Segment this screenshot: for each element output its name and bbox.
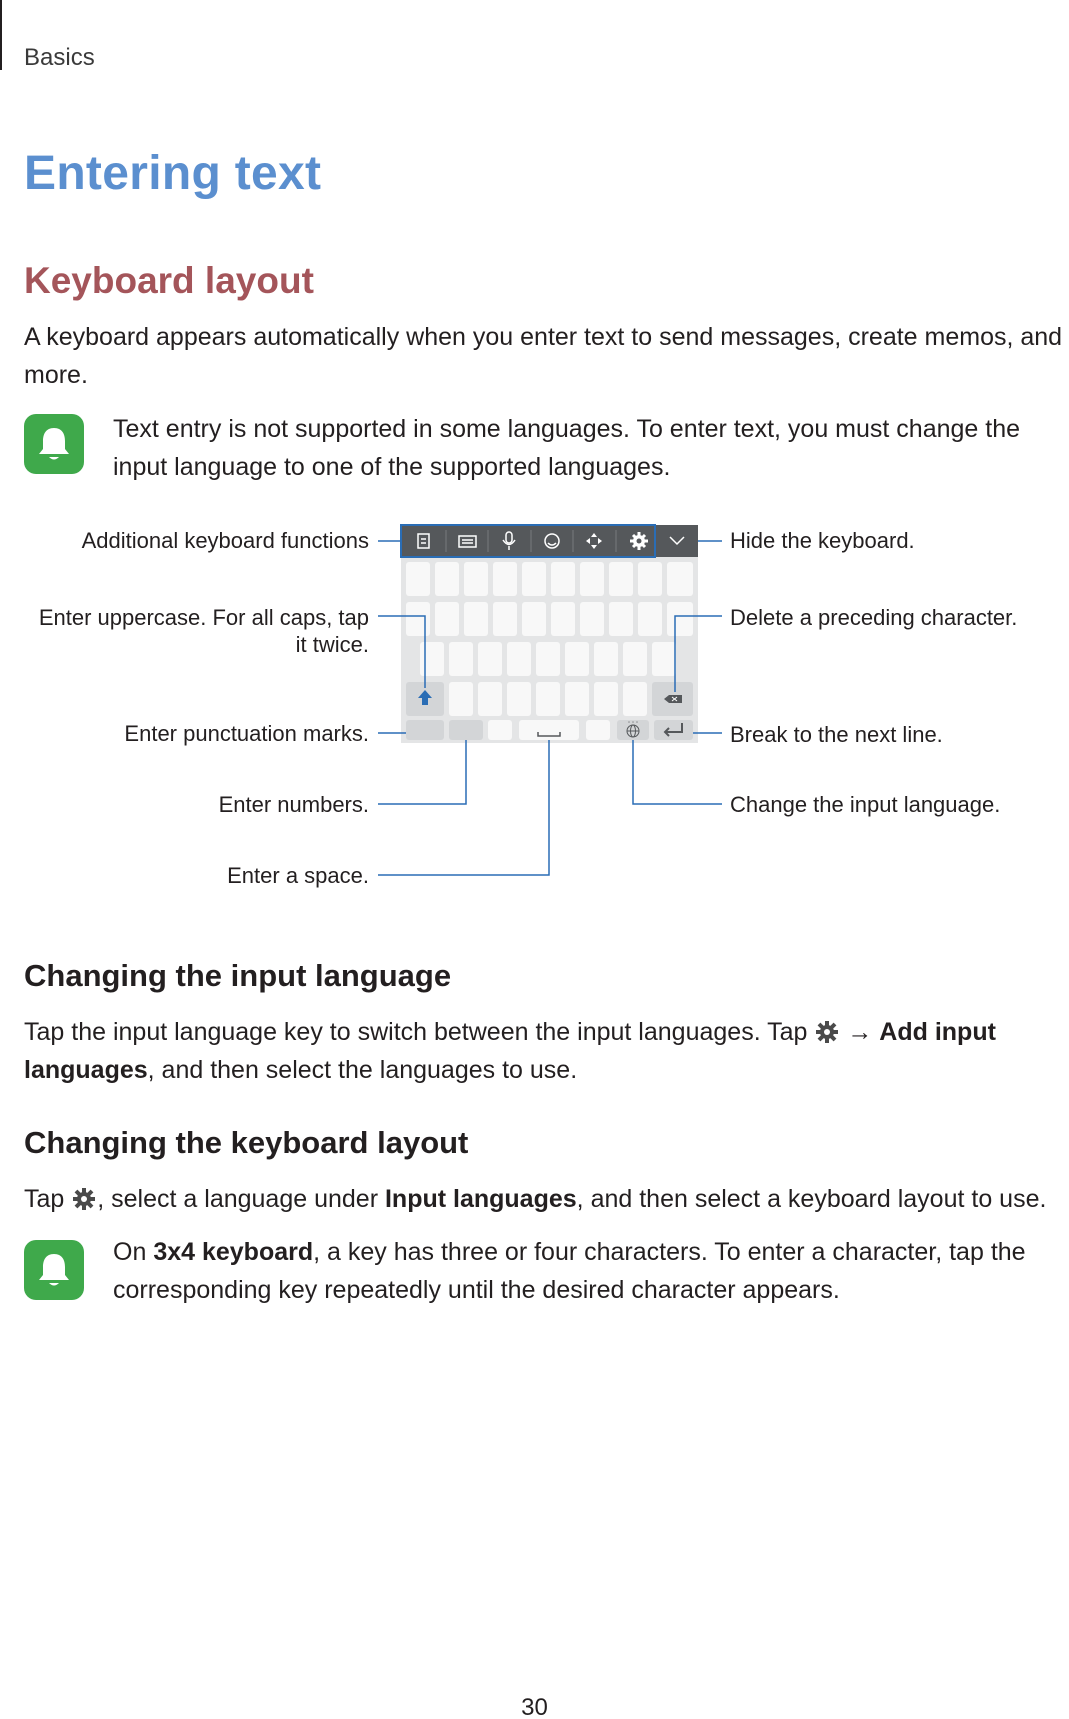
note-bell-icon (24, 414, 84, 474)
text-span: Tap (24, 1185, 65, 1213)
keyboard-intro-text: A keyboard appears automatically when you enter text to send messages, create memos, and more. (24, 323, 1063, 389)
callout-line-language (633, 740, 722, 804)
callout-uppercase (39, 604, 369, 658)
page-title: Entering text (24, 147, 322, 200)
text-span: , select a language under (97, 1185, 379, 1213)
3x4-keyboard-label: 3x4 keyboard (153, 1238, 314, 1266)
header-rule (0, 0, 2, 70)
callout-space: Enter a space. (227, 863, 369, 888)
arrow-glyph: → (847, 1018, 873, 1046)
changing-layout-text (24, 1180, 1064, 1218)
numbers-key (449, 720, 483, 740)
note-3x4-keyboard (113, 1233, 1053, 1309)
text-span: Tap the input language key to switch between the input languages. Tap (24, 1018, 808, 1046)
callout-uppercase-line: it twice. (295, 632, 369, 657)
keyboard-diagram (0, 510, 1069, 890)
callout-line-numbers (378, 740, 466, 804)
callout-punctuation: Enter punctuation marks. (124, 721, 369, 746)
note-line: Text entry is not supported in some languages. To enter text, you must change the (113, 415, 1021, 443)
callout-line-space (378, 740, 549, 875)
callout-uppercase-line: Enter uppercase. For all caps, tap (38, 605, 369, 630)
callout-hide-keyboard: Hide the keyboard. (730, 528, 915, 553)
note-line (113, 1233, 1053, 1271)
note-line: corresponding key repeatedly until the desired character appears. (113, 1276, 840, 1304)
settings-gear-icon (814, 1019, 840, 1045)
page-number: 30 (521, 1694, 548, 1719)
symbols-key (406, 720, 444, 740)
changing-language-heading: Changing the input language (24, 958, 452, 993)
add-input-languages-label: Add input (879, 1018, 996, 1046)
callout-numbers: Enter numbers. (218, 792, 369, 817)
callout-break-line: Break to the next line. (730, 722, 943, 747)
enter-key (654, 720, 693, 740)
callout-additional-functions: Additional keyboard functions (81, 528, 369, 553)
keyboard-layout-heading: Keyboard layout (24, 260, 314, 301)
text-span: On (113, 1238, 147, 1266)
callout-change-language: Change the input language. (730, 792, 1001, 817)
text-span: , and then select the languages to use. (147, 1056, 578, 1084)
note-bell-icon (24, 1240, 84, 1300)
section-header: Basics (24, 44, 95, 71)
add-input-languages-label: languages (24, 1056, 148, 1084)
text-span: , a key has three or four characters. To enter a character, tap the (313, 1238, 1026, 1266)
changing-layout-heading: Changing the keyboard layout (24, 1125, 469, 1160)
changing-language-text (24, 1013, 1064, 1089)
note-line: input language to one of the supported languages. (113, 453, 671, 481)
note-unsupported-languages (113, 410, 1053, 486)
callout-delete: Delete a preceding character. (730, 605, 1018, 630)
settings-gear-icon (71, 1186, 97, 1212)
text-span: , and then select a keyboard layout to use. (576, 1185, 1047, 1213)
input-languages-label: Input languages (384, 1185, 577, 1213)
